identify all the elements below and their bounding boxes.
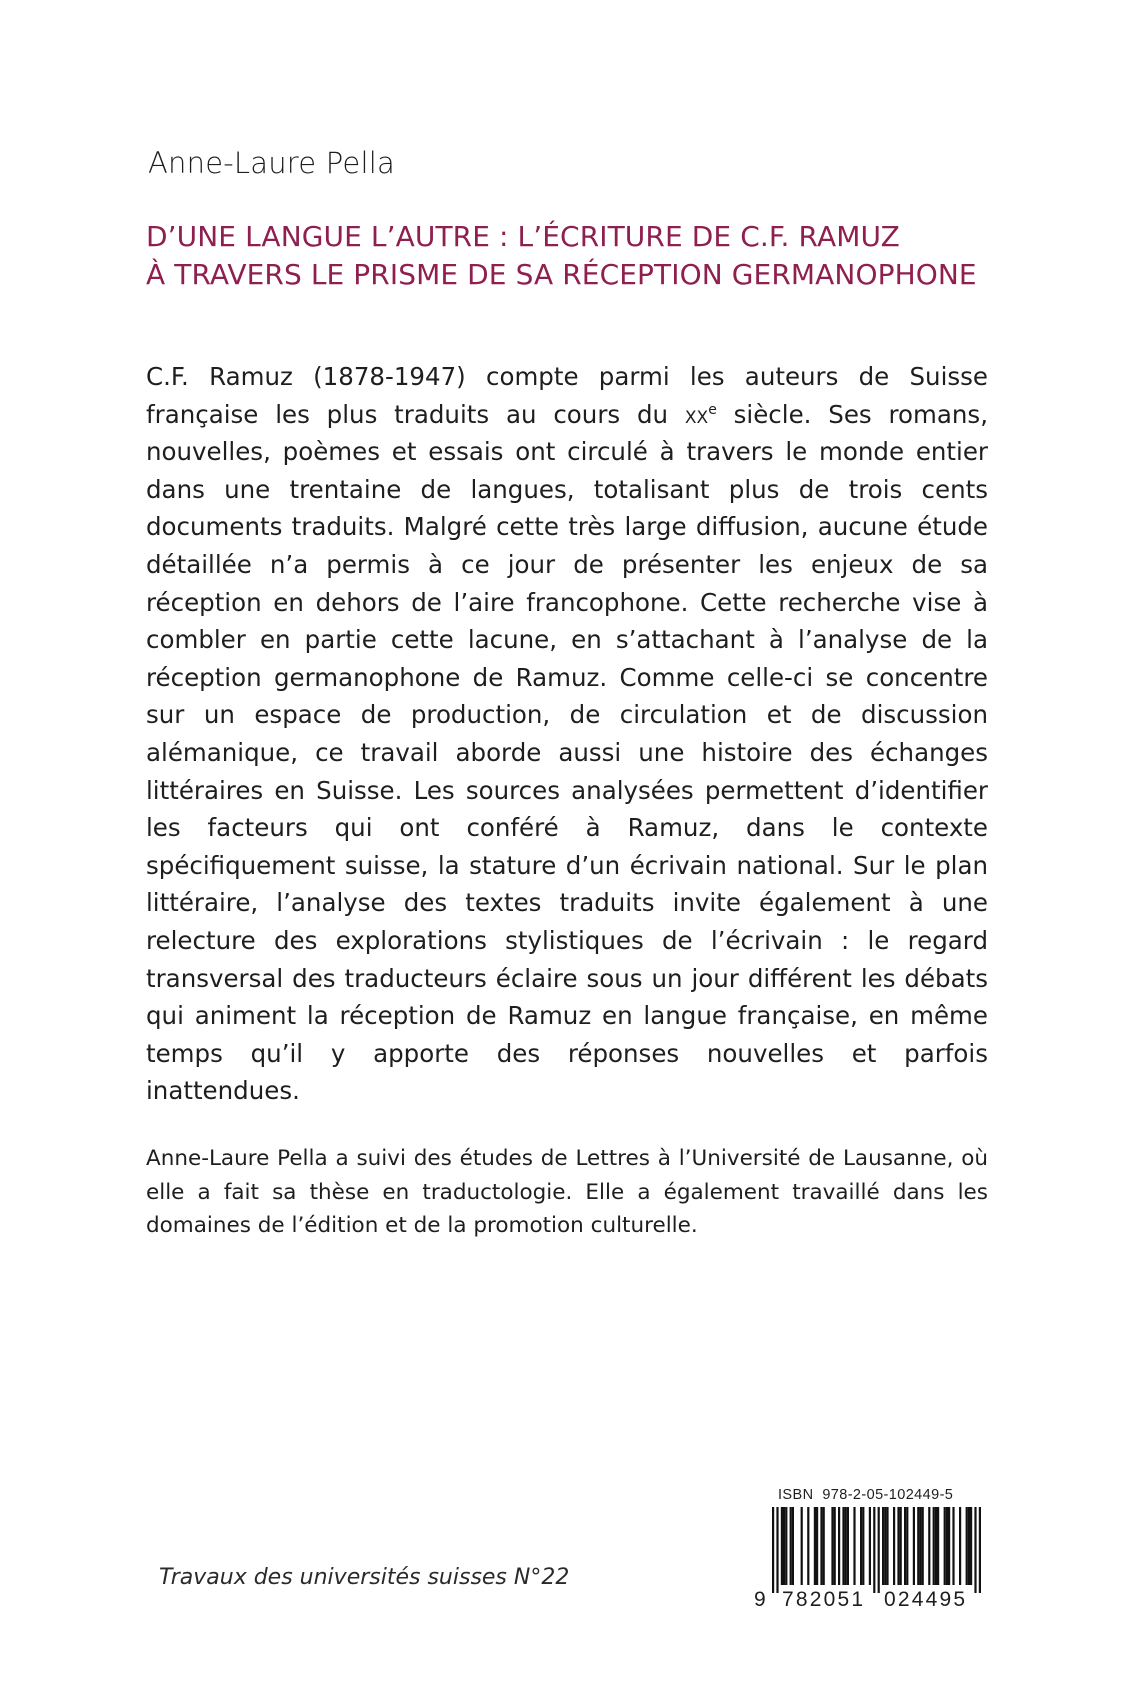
isbn-digits-left: 782051 — [782, 1588, 866, 1611]
barcode-bar — [919, 1507, 921, 1585]
barcode-bar — [906, 1507, 908, 1585]
barcode-bar — [917, 1507, 919, 1585]
barcode-bar — [884, 1507, 886, 1585]
barcode-bar — [886, 1507, 888, 1585]
barcode-bar — [838, 1507, 840, 1585]
barcode-bar — [853, 1507, 855, 1585]
summary-century: xx — [684, 399, 709, 429]
collection-name: Travaux des universités suisses N°22 — [159, 1565, 570, 1590]
barcode-bar — [860, 1507, 862, 1585]
barcode-bar — [893, 1507, 895, 1585]
barcode-bar — [831, 1507, 833, 1585]
barcode-bar — [952, 1507, 954, 1585]
barcode-bar — [820, 1507, 822, 1585]
summary-century-sup: e — [708, 401, 717, 418]
barcode-bar — [842, 1507, 844, 1585]
book-title-line-2: À TRAVERS LE PRISME DE SA RÉCEPTION GERMANOPHONE — [146, 258, 977, 291]
barcode-bar — [816, 1507, 818, 1585]
barcode-bar — [873, 1507, 875, 1593]
isbn-barcode — [752, 1487, 990, 1617]
barcode-bar — [882, 1507, 884, 1585]
barcode-bar — [807, 1507, 809, 1585]
barcode-bar — [900, 1507, 902, 1585]
barcode-bar — [935, 1507, 937, 1585]
isbn-digit-first: 9 — [754, 1588, 766, 1611]
barcode-bar — [948, 1507, 950, 1585]
barcode-bar — [862, 1507, 864, 1585]
barcode-bar — [823, 1507, 825, 1585]
barcode-bar — [834, 1507, 836, 1585]
barcode-bar — [801, 1507, 803, 1585]
barcode-bar — [946, 1507, 948, 1585]
barcode-bar — [869, 1507, 871, 1585]
barcode-bar — [845, 1507, 847, 1585]
isbn-number: 978-2-05-102449-5 — [822, 1487, 954, 1503]
barcode-bar — [933, 1507, 935, 1585]
book-summary — [146, 358, 988, 1110]
summary-part-1: C.F. Ramuz (1878-1947) compte parmi les auteurs de Suisse française les plus traduits au cours du — [146, 362, 988, 429]
author-bio: Anne-Laure Pella a suivi des études de Lettres à l’Université de Lausanne, où elle a fait sa thèse en traductologie. Elle a également travaillé dans les domaines de l’édition et de la promotion culturelle. — [146, 1146, 988, 1239]
barcode-bar — [772, 1507, 774, 1593]
barcode-bar — [847, 1507, 849, 1585]
barcode-bar — [785, 1507, 787, 1585]
author-name: Anne-Laure Pella — [148, 146, 395, 180]
barcode-bar — [968, 1507, 970, 1585]
barcode-bar — [970, 1507, 972, 1585]
barcode-bar — [897, 1507, 899, 1585]
barcode-bar — [776, 1507, 778, 1593]
book-title — [146, 218, 1046, 294]
barcode-bar — [944, 1507, 946, 1585]
barcode-bar — [878, 1507, 880, 1593]
barcode-bar — [928, 1507, 930, 1585]
barcode-bar — [974, 1507, 976, 1593]
barcode-bar — [783, 1507, 785, 1585]
barcode-bars — [752, 1507, 990, 1593]
summary-part-2: siècle. Ses romans, nouvelles, poèmes et essais ont circulé à travers le monde entier dans une trentaine de langues, totalisant plus de trois cents documents traduits. Malgré cette très large diffusion, aucune étude détaillée n’a permis à ce jour de présenter les enjeux de sa réception en dehors de l’aire francophone. Cette recherche vise à combler en partie cette lacune, en s’attachant à l’analyse de la réception germanophone de Ramuz. Comme celle-ci se concentre sur un espace de production, de circulation et de discussion alémanique, ce travail aborde aussi une histoire des échanges littéraires en Suisse. Les sources analysées permettent d’identifier les facteurs qui ont conféré à Ramuz, dans le contexte spécifiquement suisse, la stature d’un écrivain national. Sur le plan littéraire, l’analyse des textes traduits invite également à une relecture des explorations stylistiques de l’écrivain : le regard transversal des traducteurs éclaire sous un jour différent les débats qui animent la réception de Ramuz en langue française, en même temps qu’il y apporte des réponses nouvelles et parfois inattendues. — [146, 399, 988, 1106]
barcode-bar — [922, 1507, 924, 1585]
barcode-bar — [790, 1507, 792, 1585]
barcode-bar — [937, 1507, 939, 1585]
barcode-bar — [966, 1507, 968, 1585]
barcode-bar — [913, 1507, 915, 1585]
barcode-bar — [792, 1507, 794, 1585]
barcode-bar — [959, 1507, 961, 1585]
barcode-bar — [814, 1507, 816, 1585]
isbn-digits — [752, 1588, 990, 1614]
barcode-bar — [979, 1507, 981, 1593]
book-title-line-1: D’UNE LANGUE L’AUTRE : L’ÉCRITURE DE C.F. RAMUZ — [146, 220, 900, 253]
isbn-prefix: ISBN — [778, 1487, 814, 1503]
isbn-digits-right: 024495 — [884, 1588, 968, 1611]
isbn-label — [778, 1487, 953, 1503]
barcode-bar — [781, 1507, 783, 1585]
barcode-bar — [904, 1507, 906, 1585]
